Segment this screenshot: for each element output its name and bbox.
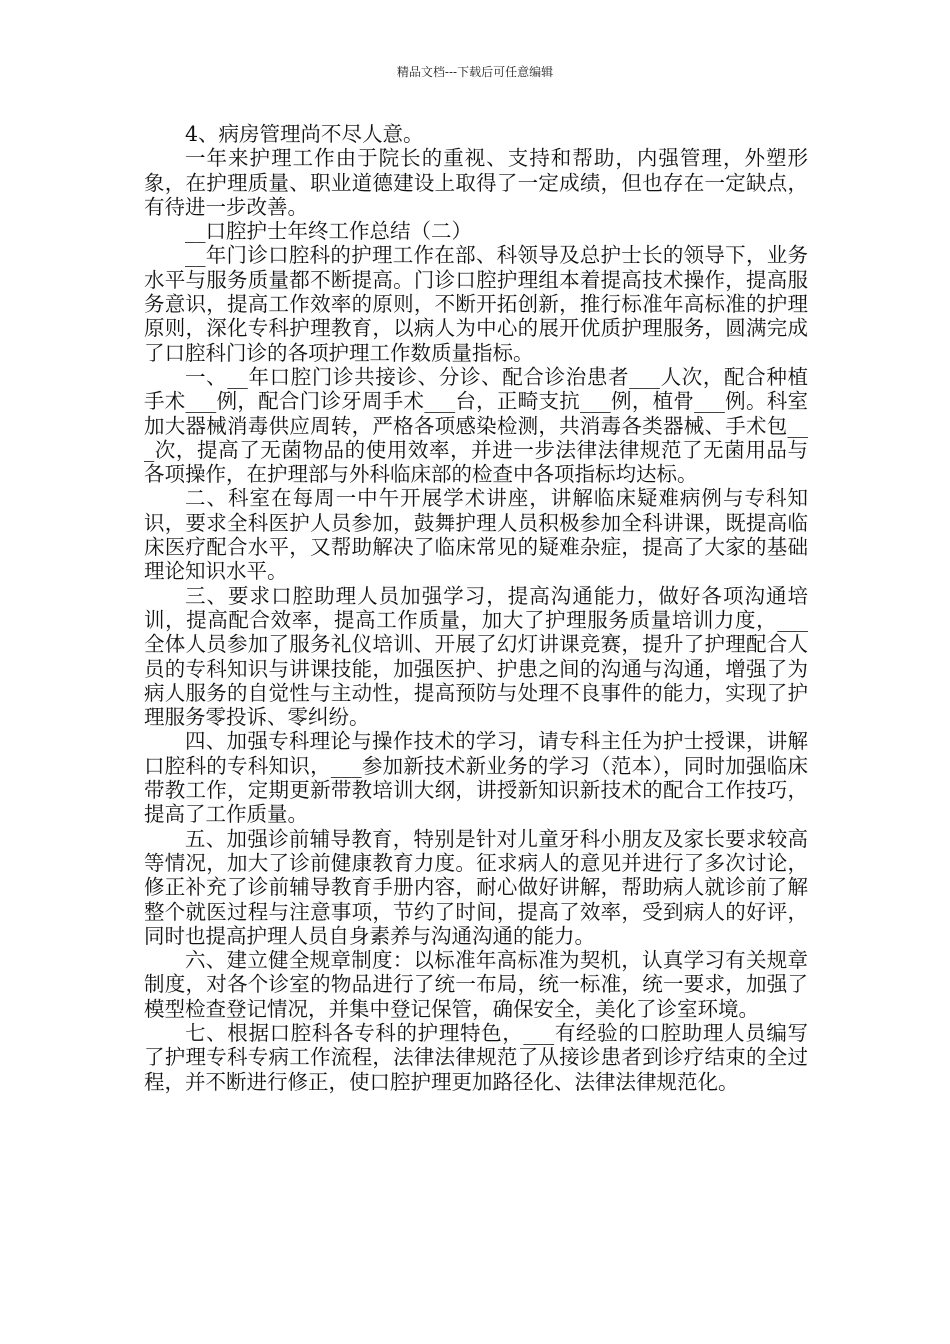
paragraph-year-summary: 一年来护理工作由于院长的重视、支持和帮助，内强管理，外塑形象，在护理质量、职业道德建设上取得了一定成绩，但也存在一定缺点，有待进一步改善。	[144, 146, 808, 219]
paragraph-intro: __年门诊口腔科的护理工作在部、科领导及总护士长的领导下，业务水平与服务质量都不断提高。门诊口腔护理组本着提高技术操作，提高服务意识，提高工作效率的原则，不断开拓创新，推行标准年高标准的护理原则，深化专科护理教育，以病人为中心的展开优质护理服务，圆满完成了口腔科门诊的各项护理工作数质量指标。	[144, 243, 808, 365]
paragraph-item-4: 四、加强专科理论与操作技术的学习，请专科主任为护士授课，讲解口腔科的专科知识，___参加新技术新业务的学习（范本），同时加强临床带教工作，定期更新带教培训大纲，讲授新知识新技术的配合工作技巧，提高了工作质量。	[144, 729, 808, 827]
paragraph-item-3: 三、要求口腔助理人员加强学习，提高沟通能力，做好各项沟通培训，提高配合效率，提高工作质量，加大了护理服务质量培训力度，___全体人员参加了服务礼仪培训、开展了幻灯讲课竞赛，提升了护理配合人员的专科知识与讲课技能，加强医护、护患之间的沟通与沟通，增强了为病人服务的自觉性与主动性，提高预防与处理不良事件的能力，实现了护理服务零投诉、零纠纷。	[144, 583, 808, 730]
section-title: __口腔护士年终工作总结（二）	[185, 219, 472, 244]
paragraph-item-6: 六、建立健全规章制度：以标准年高标准为契机，认真学习有关规章制度，对各个诊室的物品进行了统一布局，统一标准，统一要求，加强了模型检查登记情况，并集中登记保管，确保安全，美化了诊室环境。	[144, 948, 808, 1021]
document-body	[144, 122, 808, 1094]
paragraph-item-5: 五、加强诊前辅导教育，特别是针对儿童牙科小朋友及家长要求较高等情况，加大了诊前健康教育力度。征求病人的意见并进行了多次讨论，修正补充了诊前辅导教育手册内容，耐心做好讲解，帮助病人就诊前了解整个就医过程与注意事项，节约了时间，提高了效率，受到病人的好评，同时也提高护理人员自身素养与沟通沟通的能力。	[144, 826, 808, 948]
paragraph-item-7: 七、根据口腔科各专科的护理特色，___有经验的口腔助理人员编写了护理专科专病工作流程，法律法律规范了从接诊患者到诊疗结束的全过程，并不断进行修正，使口腔护理更加路径化、法律法律规范化。	[144, 1020, 808, 1094]
paragraph-item-1: 一、__年口腔门诊共接诊、分诊、配合诊治患者___人次，配合种植手术___例，配合门诊牙周手术___台，正畸支抗___例，植骨___例。科室加大器械消毒供应周转，严格各项感染检测，共消毒各类器械、手术包___次，提高了无菌物品的使用效率，并进一步法律法律规范了无菌用品与各项操作，在护理部与外科临床部的检查中各项指标均达标。	[144, 364, 808, 487]
paragraph-ward-management: 4、病房管理尚不尽人意。	[185, 122, 424, 146]
page-header: 精品文档---下载后可任意编辑	[396, 65, 554, 79]
paragraph-item-2: 二、科室在每周一中午开展学术讲座，讲解临床疑难病例与专科知识，要求全科医护人员参加，鼓舞护理人员积极参加全科讲课，既提高临床医疗配合水平，又帮助解决了临床常见的疑难杂症，提高了大家的基础理论知识水平。	[144, 486, 808, 584]
